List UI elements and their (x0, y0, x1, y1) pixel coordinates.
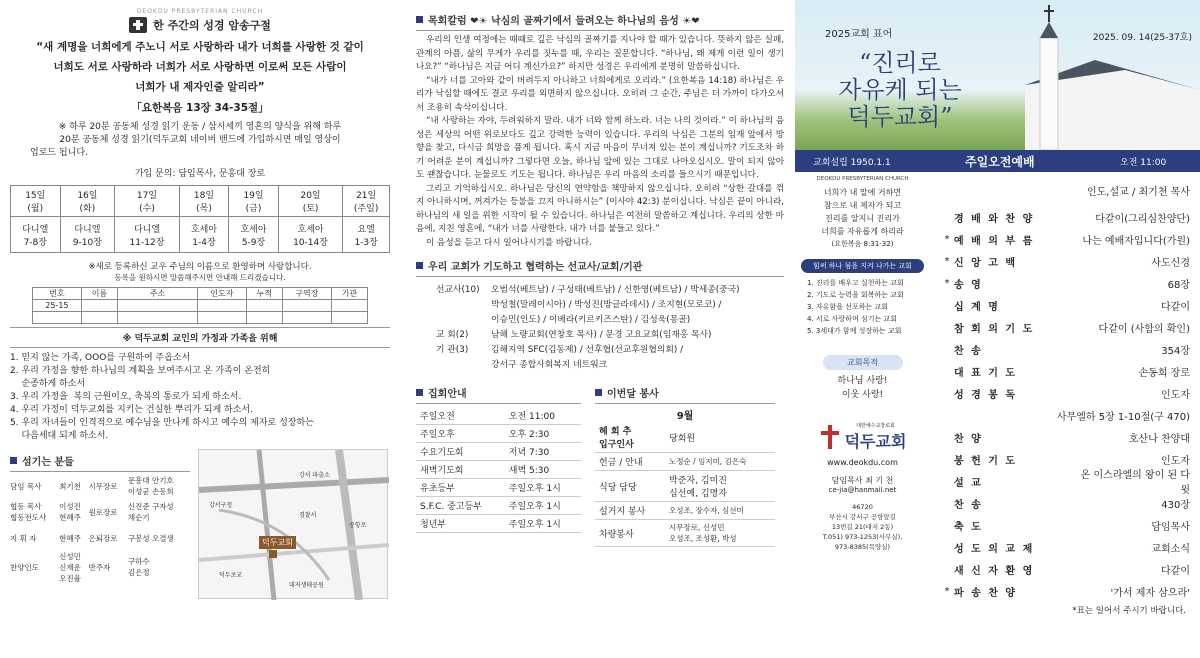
order-row (940, 360, 1200, 382)
goal-item: 4. 서로 사랑하며 섬기는 교회 (807, 315, 897, 323)
mission-items: 남해 노량교회(연창호 목사) / 문경 고요교회(임재홍 목사) (491, 330, 712, 340)
scripture-line: 참으로 내 제자가 되고 (823, 201, 902, 210)
duty-month: 9월 (676, 411, 694, 422)
gathering-name: 주일오전 (416, 407, 505, 425)
family-prayers (10, 352, 390, 443)
gathering-time: 주일오후 1시 (505, 515, 581, 533)
address-line: 46720 (852, 503, 873, 511)
church-info (795, 172, 930, 616)
order-dot: * (944, 585, 950, 597)
order-val: 다같이 (1161, 565, 1190, 577)
purpose-line: 하나님 사랑! (837, 376, 888, 386)
leader: 인도,설교 / 최기천 목사 (1086, 187, 1190, 198)
order-row (940, 316, 1200, 338)
church-en: DEOKDU PRESBYTERIAN CHURCH (816, 176, 909, 182)
column-cover (795, 0, 1200, 658)
order-name: 대 표 기 도 (954, 367, 1018, 379)
map-label: 강서 파출소 (299, 472, 330, 479)
book-cell: 요엘 1-3장 (343, 217, 390, 253)
map-pin-icon (269, 550, 277, 558)
verse-reference: 「요한복음 13장 34-35절」 (131, 102, 269, 114)
goal-item: 5. 3세대가 함께 성장하는 교회 (807, 327, 902, 335)
order-name: 찬 양 (954, 433, 983, 445)
order-val: 354장 (1161, 345, 1190, 357)
servant-role: 지 휘 자 (10, 533, 37, 543)
church-logo (801, 422, 924, 452)
servant-name: 구봉성 오결생 (127, 533, 174, 543)
order-name: 성 도 의 교 제 (954, 543, 1035, 555)
book-cell: 다니엘 11-12장 (115, 217, 179, 253)
order-val: 인도자 (1161, 455, 1190, 467)
book-cell: 다니엘 7-8장 (11, 217, 61, 253)
bible-icon (129, 17, 147, 33)
order-val: 온 이스라엘의 왕이 된 다윗 (1080, 470, 1190, 496)
gathering-name: 유초등부 (416, 479, 505, 497)
gathering-box (416, 381, 581, 547)
scripture-line: 진리를 알지니 진리가 (825, 214, 900, 223)
gathering-time: 오후 2:30 (505, 425, 581, 443)
cover-body (795, 172, 1200, 616)
order-val: 다같이(그리심찬양단) (1095, 213, 1190, 225)
address-line: T.051) 973-1253(사무실), (822, 533, 903, 541)
bulletin-date: 2025. 09. 14(25-37호) (1092, 33, 1192, 43)
sermon-title: 목회칼럼 ❤︎☀︎ 낙심의 골짜기에서 들려오는 하나님의 음성 ☀︎❤︎ (428, 16, 700, 27)
servant-role: 찬양인도 (10, 562, 39, 572)
mission-title: 우리 교회가 기도하고 협력하는 선교사/교회/기관 (428, 262, 643, 273)
order-name: 신 앙 고 백 (954, 257, 1018, 269)
cover-banner (795, 0, 1200, 150)
order-dot: * (944, 233, 950, 245)
order-val: 사도신경 (1151, 257, 1190, 269)
worship-order (930, 172, 1200, 616)
goal-list (801, 277, 924, 337)
purpose (801, 374, 924, 402)
prayer-item: 4. 우리 가정이 덕두교회를 지키는 건실한 뿌리가 되게 하소서. (10, 405, 253, 415)
purpose-title: 교회목적 (823, 355, 903, 370)
gathering-header (416, 385, 581, 400)
order-row (940, 536, 1200, 558)
map-label: 대저생태공원 (289, 582, 324, 589)
book-cell: 호세아 5-9장 (229, 217, 279, 253)
order-name: 설 교 (954, 477, 983, 489)
week-days-row (11, 186, 390, 217)
duty-box (595, 381, 775, 547)
prayer-item: 다음세대 되게 하소서. (10, 431, 109, 441)
duty-role: 식당 담당 (595, 471, 665, 502)
order-name: 예 배 의 부 름 (954, 235, 1035, 247)
church-name: 덕두교회 (844, 432, 907, 451)
duty-table (595, 422, 775, 547)
prayer-item: 순종하게 하소서 (10, 379, 86, 389)
map-church-label: 덕두교회 (259, 536, 296, 549)
scripture-line: 너희가 내 말에 거하면 (823, 188, 902, 197)
week-books-row (11, 217, 390, 253)
order-row (940, 580, 1200, 602)
map-label: 경찰서 (299, 512, 317, 519)
order-name: 경 배 와 찬 양 (954, 213, 1035, 225)
verse-line: 너희도 서로 사랑하라 너희가 서로 사랑하면 이로써 모든 사람이 (53, 61, 347, 73)
order-row (940, 404, 1200, 426)
gathering-time: 오전 11:00 (505, 407, 581, 425)
duty-role: 헌금 / 안내 (595, 453, 665, 471)
duty-role: 헤 회 추 입구인사 (595, 422, 665, 453)
order-val: '가서 제자 삼으라' (1110, 587, 1190, 599)
goal-item: 2. 기도로 능력을 회복하는 교회 (807, 291, 904, 299)
order-val: 430장 (1161, 499, 1190, 511)
scripture-box (801, 186, 924, 251)
prayer-item: 3. 우리 가정을 복의 근원이오, 축복의 통로가 되게 하소서. (10, 392, 242, 402)
mission-header (416, 258, 784, 273)
order-row (940, 338, 1200, 360)
order-val: 담임목사 (1151, 521, 1190, 533)
sermon-paragraph: “내가 너를 고아와 같이 버려두지 아니하고 너희에게로 오리라.” (요한복음 14:18) 하나님은 우리가 낙심할 때에도 결코 우리를 외면하지 않으십니다. 오히려 그 순간, 주님은 더 가까이 다가오셔서 조용히 속삭이십니다. (416, 75, 784, 113)
servant-role: 은퇴장로 (88, 533, 118, 543)
reg-number: 25-15 (33, 300, 82, 312)
cross-logo-icon (819, 425, 841, 449)
gathering-time: 새벽 5:30 (505, 461, 581, 479)
day-cell: 19일 (금) (229, 186, 279, 217)
reading-note-line: ※ 하루 20분 공동체 성경 읽기 운동 / 삼시세끼 영혼의 양식을 위해 하루 (58, 122, 342, 132)
bottom-tables (416, 381, 784, 547)
gathering-time: 주일오후 1시 (505, 479, 581, 497)
register-note: ※새로 등록하신 교우 주님의 이름으로 환영하며 사랑합니다. (88, 262, 312, 272)
day-cell: 20일 (토) (278, 186, 342, 217)
denomination: 대한예수교장로회 (856, 423, 895, 429)
sermon-paragraph: 우리의 인생 여정에는 때때로 깊은 낙심의 골짜기를 지나야 할 때가 있습니다. 뜻하지 않은 실패, 관계의 아픔, 삶의 무게가 우리를 짓누를 때, 우리는 질문합니다. “하나님, 왜 제게 이런 일이 생기나요?” “하나님은 지금 어디 계신가요?” 하지만 성경은 우리에게 분명히 말씀하십니다. (416, 35, 784, 72)
motto-line: 덕두교회” (847, 103, 953, 131)
prayer-item: 2. 우리 가정을 향한 하나님의 계획을 보여주시고 온 가족이 온전히 (10, 366, 271, 376)
book-cell: 호세아 10-14장 (278, 217, 342, 253)
join-info: 가입 문의: 담임목사, 문흥대 장로 (134, 169, 266, 179)
day-cell: 16일 (화) (60, 186, 115, 217)
servant-name: 문흥대 안기호 이성균 손동희 (127, 476, 174, 496)
gathering-name: 수요기도회 (416, 443, 505, 461)
order-row (940, 514, 1200, 536)
square-bullet-icon (595, 389, 602, 396)
mission-category (436, 313, 491, 328)
org-faint-title: DEOKDU PRESBYTERIAN CHURCH (136, 8, 264, 15)
gathering-name: 새벽기도회 (416, 461, 505, 479)
servant-name: 이성진 현혜주 (59, 502, 81, 522)
order-dot: * (944, 277, 950, 289)
servant-role: 반주자 (88, 562, 111, 572)
scripture-line: (요한복음 8:31-32) (831, 240, 894, 248)
prayer-item: 5. 우리 자녀들이 인격적으로 예수님을 만나게 하시고 예수의 제자로 성장하는 (10, 418, 314, 428)
verse-header (10, 17, 390, 33)
order-name: 축 도 (954, 521, 983, 533)
book-cell: 다니엘 9-10장 (60, 217, 115, 253)
purpose-line: 이웃 사랑! (841, 390, 884, 400)
servants-header (10, 453, 190, 468)
order-name: 성 경 봉 독 (954, 389, 1018, 401)
goal-item: 1. 진리를 배우고 실천하는 교회 (807, 279, 904, 287)
order-name: 송 영 (954, 279, 983, 291)
pastor-name: 담임목사 최 기 천 (831, 476, 894, 485)
book-cell: 호세아 1-4장 (179, 217, 229, 253)
mission-items: 이승민(인도) / 이베라(키르키즈스탄) / 김성욱(몽골) (491, 315, 691, 325)
map-label: 공항로 (349, 522, 367, 529)
sermon-header (416, 12, 784, 27)
gathering-name: 청년부 (416, 515, 505, 533)
order-name: 십 계 명 (954, 301, 1000, 313)
column-sermon (410, 0, 790, 658)
order-val: 68장 (1167, 279, 1190, 291)
order-val: 다같이 (사함의 확인) (1098, 323, 1190, 335)
order-row (940, 250, 1200, 272)
register-note-sub: 등록을 원하시면 말씀해주시면 안내해 드리겠습니다. (114, 273, 286, 282)
day-cell: 18일 (목) (179, 186, 229, 217)
founded-date: 교회설립 1950.1.1 (813, 157, 891, 168)
mission-items: 김해지역 SFC(김동제) / 선후협(선교후원협의회) / (491, 345, 684, 355)
verse-line: 너희가 내 제자인줄 알리라” (135, 81, 265, 93)
goal-title: 힘써 하나 됨을 지켜 나가는 교회 (801, 259, 924, 273)
order-name: 새 신 자 환 영 (954, 565, 1035, 577)
reading-note-line: 20분 공동체 성경 읽기(덕두교회 네이버 밴드에 가입하시면 매일 영상이 (59, 135, 341, 145)
reg-header: 번호 (33, 288, 82, 300)
mission-items: 강서구 종합사회복지 네트워크 (491, 360, 608, 370)
motto-line: 자유케 되는 (838, 76, 962, 104)
bible-reading-table (10, 185, 390, 253)
servant-role: 담임 목사 (10, 481, 42, 491)
service-time: 오전 11:00 (1120, 157, 1167, 168)
duty-people: 오성조, 장수자, 심선미 (665, 502, 775, 520)
order-row (940, 228, 1200, 250)
gathering-title: 집회안내 (428, 389, 467, 400)
sermon-body (416, 34, 784, 250)
order-val: 사무엘하 5장 1-10절(구 470) (1056, 411, 1190, 423)
order-name: 참 회 의 기 도 (954, 323, 1035, 335)
servant-name: 구하수 김은정 (127, 557, 150, 577)
motto-line: “진리로 (859, 49, 941, 77)
servants-title: 섬기는 분들 (22, 457, 74, 468)
address-line: 13번길 21(대저 2동) (831, 523, 894, 531)
mission-category: 교 회(2) (436, 330, 469, 340)
sermon-paragraph: 이 음성을 듣고 다시 일어나시기를 바랍니다. (426, 237, 592, 248)
family-title: ※ 덕두교회 교인의 가정과 가족을 위해 (122, 334, 278, 344)
location-map[interactable] (198, 449, 388, 599)
duty-header (595, 385, 775, 400)
reading-note (10, 121, 390, 160)
map-label: 덕두초교 (219, 572, 243, 579)
day-cell: 15일 (월) (11, 186, 61, 217)
duty-role: 차량봉사 (595, 520, 665, 547)
square-bullet-icon (416, 16, 423, 23)
order-val: 교회소식 (1151, 543, 1190, 555)
motto (825, 50, 975, 131)
order-row (940, 492, 1200, 514)
order-val: 손동희 장로 (1138, 367, 1190, 379)
order-name: 찬 송 (954, 345, 983, 357)
scripture-line: 너희를 자유롭게 하리라 (821, 227, 904, 236)
servant-name: 현혜주 (59, 533, 81, 543)
order-row (940, 470, 1200, 496)
sermon-paragraph: “내 사랑하는 자야, 두려워하지 말라. 내가 너와 함께 하노라. 너는 나의 것이라.” 이 하나님의 음성은 세상의 어떤 위로보다도 깊고 강력한 능력이 있습니다. 우리의 낙심은 그분의 임재 앞에서 방향을 찾고, 다시금 희망을 품게 됩니다. 혹시 지금 마음이 무너져 있는 분이 계십니까? 기도조차 하기 어려운 분이 계십니까? 그렇다면 오늘, 하나님 앞에 있는 그대로 나아오십시오. 말이 되지 않아도 괜찮습니다. 눈물로도 기도는 됩니다. 하나님은 우리 마음의 소리를 들으시기 때문입니다. (416, 116, 784, 180)
duty-people: 당회원 (665, 422, 775, 453)
servant-role: 협동 목사 협동전도사 (10, 502, 47, 522)
square-bullet-icon (10, 457, 17, 464)
reg-header: 구역장 (283, 288, 332, 300)
bottom-section (10, 449, 390, 599)
order-val: 호산나 찬양대 (1128, 433, 1190, 445)
duty-people: 시무장로, 신성민 오성조, 조성환, 박성 (665, 520, 775, 547)
column-weekly-info (0, 0, 400, 658)
stand-note: *표는 일어서 주시기 바랍니다. (1072, 606, 1186, 616)
order-row (940, 382, 1200, 404)
day-cell: 17일 (수) (115, 186, 179, 217)
order-name: 봉 헌 기 도 (954, 455, 1018, 467)
servants-table (10, 475, 190, 585)
mission-category: 기 관(3) (436, 345, 469, 355)
goal-item: 3. 자유함을 선포하는 교회 (807, 303, 888, 311)
reg-header: 기관 (331, 288, 367, 300)
address-line: 부산시 강서구 공항앞길 (829, 513, 896, 521)
mission-items: 오범석(베트남) / 구성태(베트남) / 신한영(베트남) / 박세종(중국) (491, 285, 740, 295)
order-row (940, 206, 1200, 228)
day-cell: 21일 (주일) (343, 186, 390, 217)
order-row (940, 294, 1200, 316)
motto-year: 2025교회 표어 (825, 29, 893, 40)
mission-category (436, 358, 491, 373)
order-row (940, 426, 1200, 448)
gathering-name: S.F.C. 중고등부 (416, 497, 505, 515)
verse-line: “새 계명을 너희에게 주노니 서로 사랑하라 내가 너희를 사랑한 것 같이 (36, 41, 364, 53)
servants-box (10, 449, 190, 599)
order-list (940, 206, 1200, 602)
service-name: 주일오전예배 (965, 154, 1035, 169)
duty-role: 설거지 봉사 (595, 502, 665, 520)
gathering-name: 주일오후 (416, 425, 505, 443)
duty-people: 박준자, 김미진 심선예, 김명자 (665, 471, 775, 502)
sermon-paragraph: 그리고 기억하십시오. 하나님은 당신의 연약함을 책망하지 않으십니다. 오히려 “상한 갈대를 꺾지 아니하시며, 꺼져가는 등불을 끄지 아니하시는” (이사야 42:3) 분이십니다. 낙심은 끝이 아니라, 하나님의 새 일을 위한 시작이 될 수 있습니다. 하나님은 여전히 말씀하고 계십니다. 우리의 상한 마음에, 지친 영혼에, “내가 너를 사랑한다. 내가 너를 붙들고 있다.” (416, 183, 784, 234)
servant-name: 신성민 신재운 오진율 (59, 551, 81, 583)
prayer-item: 1. 믿지 않는 가족, OOO를 구원하여 주옵소서 (10, 353, 191, 363)
address (801, 502, 924, 552)
reg-header: 이름 (81, 288, 117, 300)
mission-category (436, 298, 491, 313)
order-dot: * (944, 255, 950, 267)
servant-name: 최기천 (59, 481, 81, 491)
order-val: 나는 예배자입니다(가원) (1082, 235, 1190, 247)
duty-title: 이번달 봉사 (607, 389, 659, 400)
order-name: 찬 송 (954, 499, 983, 511)
servant-role: 시무장로 (88, 481, 118, 491)
duty-people: 노정순 / 임지미, 김은숙 (665, 453, 775, 471)
reading-note-line: 업로드 됩니다. (30, 148, 88, 158)
website-link[interactable]: www.deokdu.com (827, 458, 898, 467)
gathering-table (416, 407, 581, 533)
servant-role: 원로장로 (88, 507, 118, 517)
map-label: 강서구청 (209, 502, 233, 509)
email-link[interactable]: ce-jia@hanmail.net (828, 486, 897, 494)
verse-text (10, 37, 390, 97)
order-name: 파 송 찬 양 (954, 587, 1018, 599)
address-line: 973-8385(목양실) (834, 543, 891, 551)
gathering-time: 저녁 7:30 (505, 443, 581, 461)
square-bullet-icon (416, 262, 423, 269)
order-val: 인도자 (1161, 389, 1190, 401)
order-row (940, 272, 1200, 294)
servant-name: 신진준 구자성 채순기 (127, 502, 174, 522)
reg-header: 주소 (118, 288, 198, 300)
reg-header: 인도자 (198, 288, 247, 300)
mission-category: 선교사(10) (436, 285, 480, 295)
mission-items: 박성철(말레이시아) / 박성진(방글라데시) / 조지현(모로코) / (491, 300, 722, 310)
verse-title: 한 주간의 성경 암송구절 (153, 19, 271, 32)
service-bar (795, 150, 1200, 172)
gathering-time: 주일오후 1시 (505, 497, 581, 515)
order-val: 다같이 (1161, 301, 1190, 313)
square-bullet-icon (416, 389, 423, 396)
order-row (940, 558, 1200, 580)
mission-list (436, 283, 740, 373)
reg-header: 누적 (246, 288, 282, 300)
registration-table (32, 287, 368, 324)
